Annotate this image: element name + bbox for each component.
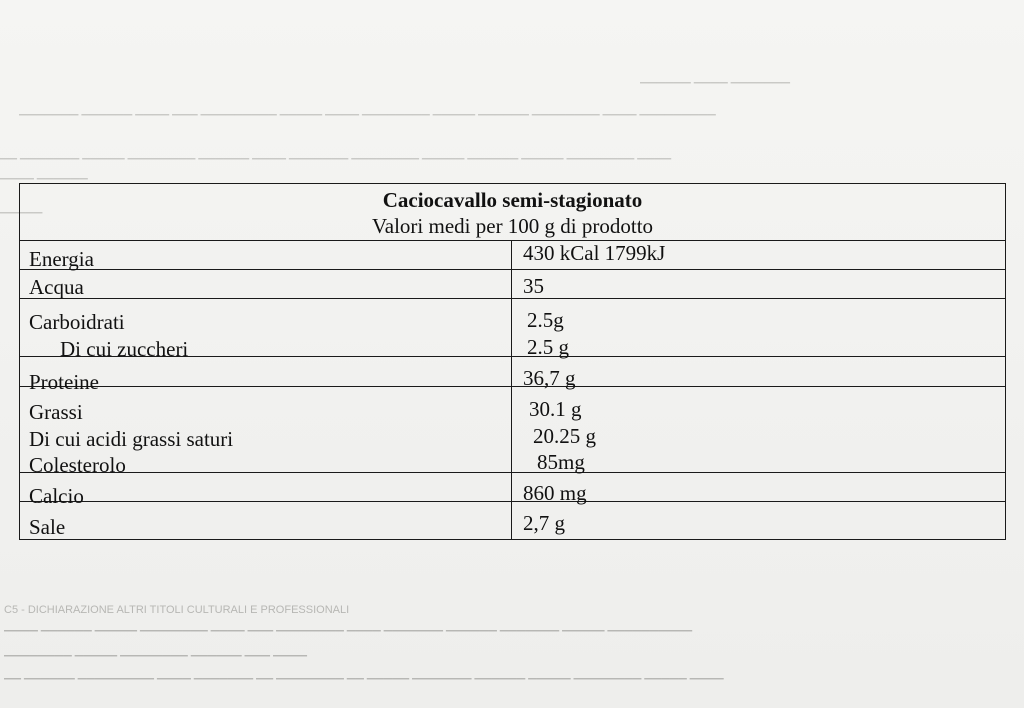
table-title: Caciocavallo semi-stagionato	[382, 188, 643, 212]
ghost-line: ▔▔▔▔▔▔▔▔ ▔▔▔▔▔ ▔▔▔▔▔▔▔▔ ▔▔▔▔▔▔ ▔▔▔ ▔▔▔▔	[4, 656, 307, 668]
ghost-line: ▔▔▔▔▔▔▔ ▔▔▔▔▔▔ ▔▔▔▔ ▔▔▔ ▔▔▔▔▔▔▔▔▔ ▔▔▔▔▔ ▔▔▔▔ ▔▔▔▔▔▔▔▔ ▔▔▔▔▔ ▔▔▔▔▔▔ ▔▔▔▔▔▔▔▔ ▔▔▔▔ ▔▔▔▔▔▔▔▔▔	[10, 115, 716, 127]
table-row	[20, 270, 1005, 299]
table-row	[20, 502, 1005, 539]
ghost-line: ▔▔▔▔ ▔▔▔▔▔▔	[0, 179, 88, 191]
row-label: Calcio	[29, 484, 84, 508]
row-value: 430 kCal 1799kJ	[523, 241, 666, 265]
row-value: 36,7 g	[523, 366, 576, 390]
row-label: Energia	[29, 247, 94, 271]
row-value: 30.1 g	[529, 397, 582, 421]
table-subtitle: Valori medi per 100 g di prodotto	[371, 214, 654, 238]
table-row	[20, 387, 1005, 477]
row-label: Carboidrati	[29, 310, 125, 334]
row-sub-label: Di cui acidi grassi saturi	[29, 427, 234, 451]
row-value: 860 mg	[523, 481, 587, 505]
row-value: 35	[523, 274, 544, 298]
ghost-line: ▔▔ ▔▔▔▔▔▔ ▔▔▔▔▔▔▔▔▔ ▔▔▔▔ ▔▔▔▔▔▔▔ ▔▔ ▔▔▔▔▔▔▔▔ ▔▔ ▔▔▔▔▔ ▔▔▔▔▔▔▔ ▔▔▔▔▔▔ ▔▔▔▔▔ ▔▔▔▔▔▔▔▔ ▔▔▔▔▔ ▔▔▔▔	[4, 679, 724, 691]
row-label: Sale	[29, 515, 66, 539]
ghost-line: ▔▔▔▔▔▔ ▔▔▔▔ ▔▔▔▔▔▔▔	[640, 83, 790, 95]
row-sub-value: 20.25 g	[533, 424, 596, 448]
table-row	[20, 241, 1005, 270]
row-sub-label: Di cui zuccheri	[60, 337, 189, 361]
row-sub-value: 85mg	[537, 450, 585, 474]
table-row	[20, 473, 1005, 508]
row-label: Acqua	[29, 275, 84, 299]
table-row	[20, 299, 1005, 361]
row-label: Grassi	[29, 400, 83, 424]
row-value: 2,7 g	[523, 511, 565, 535]
ghost-heading: C5 - DICHIARAZIONE ALTRI TITOLI CULTURALI E PROFESSIONALI	[4, 604, 350, 616]
row-sub-label: Colesterolo	[29, 453, 126, 477]
ghost-line: ▔▔ ▔▔▔▔▔▔▔ ▔▔▔▔▔ ▔▔▔▔▔▔▔▔ ▔▔▔▔▔▔ ▔▔▔▔ ▔▔▔▔▔▔▔ ▔▔▔▔▔▔▔▔ ▔▔▔▔▔ ▔▔▔▔▔▔ ▔▔▔▔▔ ▔▔▔▔▔▔▔▔ ▔▔▔▔	[0, 159, 672, 171]
ghost-line: ▔▔▔▔ ▔▔▔▔▔▔ ▔▔▔▔▔ ▔▔▔▔▔▔▔▔ ▔▔▔▔ ▔▔▔ ▔▔▔▔▔▔▔▔ ▔▔▔▔ ▔▔▔▔▔▔▔ ▔▔▔▔▔▔ ▔▔▔▔▔▔▔ ▔▔▔▔▔ ▔▔▔▔▔▔▔▔▔▔	[4, 631, 693, 643]
row-value: 2.5g	[527, 308, 564, 332]
row-label: Proteine	[29, 370, 99, 394]
table-row	[20, 357, 1005, 394]
table-header	[20, 184, 1005, 241]
nutrition-table	[19, 183, 1006, 540]
row-sub-value: 2.5 g	[527, 335, 569, 359]
ghost-line: ▔▔▔▔▔	[0, 213, 43, 225]
